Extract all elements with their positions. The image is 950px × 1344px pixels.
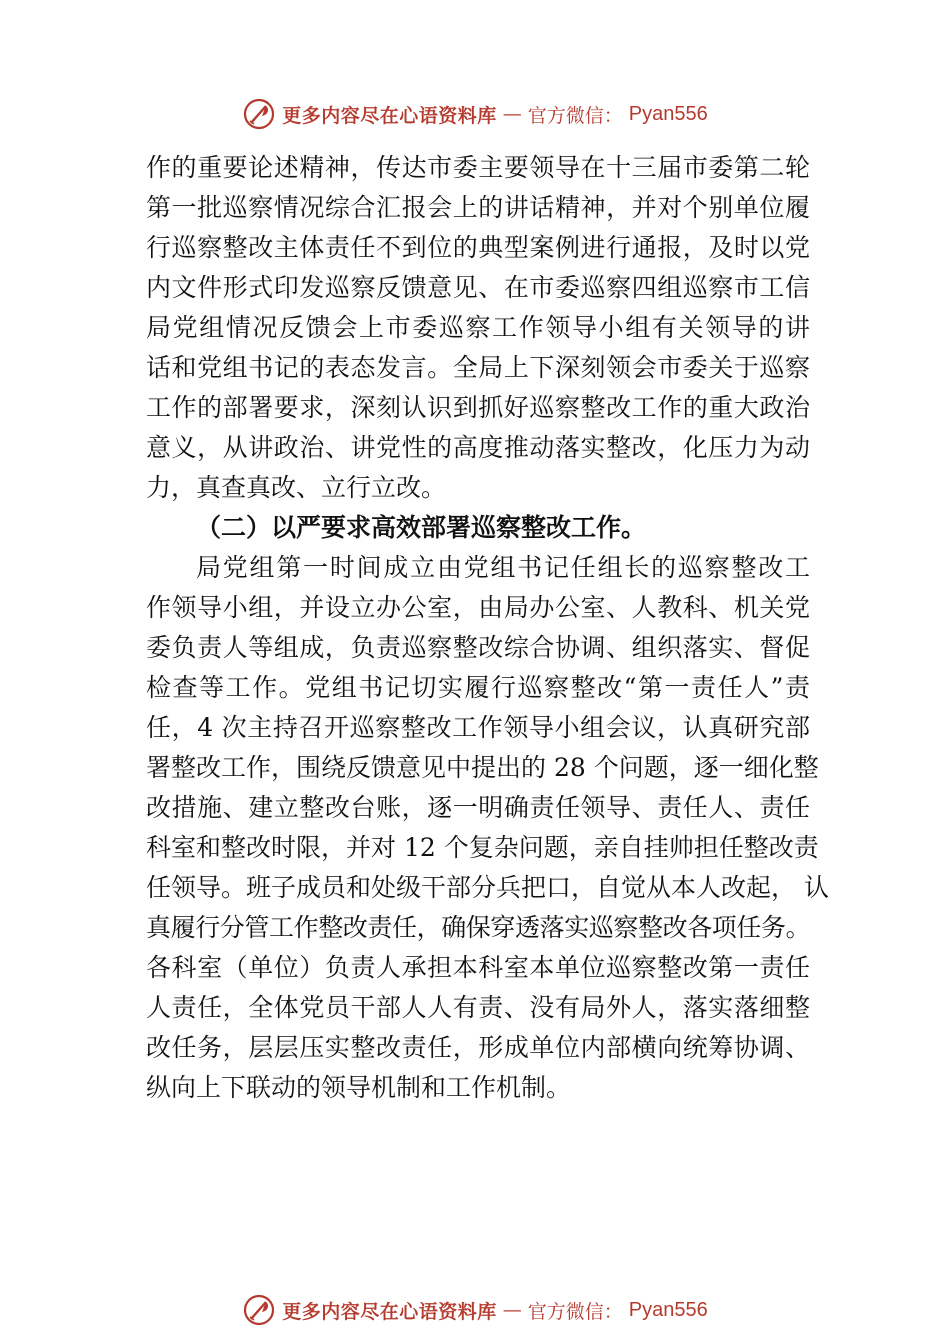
text-line: 各科室（单位）负责人承担本科室本单位巡察整改第一责任 [146,953,810,982]
text-line: 委负责人等组成，负责巡察整改综合协调、组织落实、督促 [146,633,810,662]
watermark-wechat-label: 官方微信： [527,1300,623,1323]
watermark-wechat-label: 官方微信： [527,104,623,127]
text-line: 作的重要论述精神，传达市委主要领导在十三届市委第二轮 [146,153,810,182]
text-line: 内文件形式印发巡察反馈意见、在市委巡察四组巡察市工信 [146,273,810,302]
text-line: 署整改工作，围绕反馈意见中提出的 28 个问题，逐一细化整 [146,753,819,782]
paragraph-2 [146,548,829,1108]
document-body [146,148,829,1108]
text-line: 任领导。班子成员和处级干部分兵把口，自觉从本人改起， 认 [146,873,829,902]
section-heading: （二）以严要求高效部署巡察整改工作。 [196,513,647,542]
text-line: 改任务，层层压实整改责任，形成单位内部横向统筹协调、 [146,1033,810,1062]
text-line: 真履行分管工作整改责任，确保穿透落实巡察整改各项任务。 [146,913,810,942]
text-line: 第一批巡察情况综合汇报会上的讲话精神，并对个别单位履 [146,193,810,222]
text-line: 行巡察整改主体责任不到位的典型案例进行通报，及时以党 [146,233,810,262]
text-line: 话和党组书记的表态发言。全局上下深刻领会市委关于巡察 [146,353,810,382]
text-line: 改措施、建立整改台账，逐一明确责任领导、责任人、责任 [146,793,810,822]
text-line: 局党组第一时间成立由党组书记任组长的巡察整改工 [196,553,810,582]
quill-logo-icon [242,1293,276,1327]
text-line: 科室和整改时限，并对 12 个复杂问题，亲自挂帅担任整改责 [146,833,819,862]
paragraph-1 [146,148,810,508]
footer-watermark [0,1290,950,1330]
text-line: 作领导小组，并设立办公室，由局办公室、人教科、机关党 [146,593,810,622]
text-line: 局党组情况反馈会上市委巡察工作领导小组有关领导的讲 [146,313,810,342]
text-line: 纵向上下联动的领导机制和工作机制。 [146,1073,572,1102]
text-line: 工作的部署要求，深刻认识到抓好巡察整改工作的重大政治 [146,393,810,422]
text-line: 人责任，全体党员干部人人有责、没有局外人，落实落细整 [146,993,810,1022]
quill-logo-icon [242,97,276,131]
text-line: 力，真查真改、立行立改。 [146,473,447,502]
text-line: 检查等工作。党组书记切实履行巡察整改“第一责任人”责 [146,673,810,702]
watermark-main-text: 更多内容尽在心语资料库 [282,104,497,127]
text-line: 意义，从讲政治、讲党性的高度推动落实整改，化压力为动 [146,433,810,462]
watermark-separator: — [502,103,522,125]
watermark-main-text: 更多内容尽在心语资料库 [282,1300,497,1323]
header-watermark [0,94,950,134]
watermark-separator: — [502,1299,522,1321]
text-line: 任，4 次主持召开巡察整改工作领导小组会议，认真研究部 [146,713,810,742]
watermark-wechat-id: Pyan556 [628,1298,708,1321]
watermark-wechat-id: Pyan556 [628,102,708,125]
